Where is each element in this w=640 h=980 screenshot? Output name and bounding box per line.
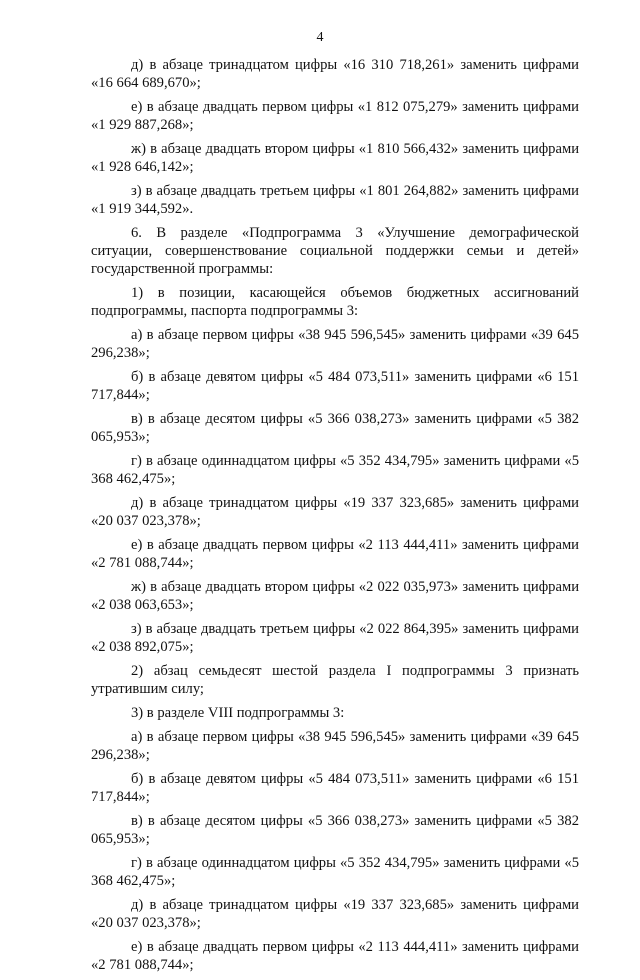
paragraph: г) в абзаце одиннадцатом цифры «5 352 434,795» заменить цифрами «5 368 462,475»;	[91, 453, 579, 487]
paragraph: д) в абзаце тринадцатом цифры «19 337 323,685» заменить цифрами «20 037 023,378»;	[91, 897, 579, 931]
paragraph: д) в абзаце тринадцатом цифры «19 337 323,685» заменить цифрами «20 037 023,378»;	[91, 495, 579, 529]
paragraph: з) в абзаце двадцать третьем цифры «2 022 864,395» заменить цифрами «2 038 892,075»;	[91, 621, 579, 655]
paragraph: 3) в разделе VIII подпрограммы 3:	[131, 705, 345, 721]
paragraph: ж) в абзаце двадцать втором цифры «2 022 035,973» заменить цифрами «2 038 063,653»;	[91, 579, 579, 613]
paragraph: б) в абзаце девятом цифры «5 484 073,511» заменить цифрами «6 151 717,844»;	[91, 771, 579, 805]
paragraph: в) в абзаце десятом цифры «5 366 038,273» заменить цифрами «5 382 065,953»;	[91, 411, 579, 445]
paragraph: г) в абзаце одиннадцатом цифры «5 352 434,795» заменить цифрами «5 368 462,475»;	[91, 855, 579, 889]
paragraph: а) в абзаце первом цифры «38 945 596,545» заменить цифрами «39 645 296,238»;	[91, 729, 579, 763]
paragraph: а) в абзаце первом цифры «38 945 596,545» заменить цифрами «39 645 296,238»;	[91, 327, 579, 361]
paragraph: 1) в позиции, касающейся объемов бюджетных ассигнований подпрограммы, паспорта подпрограммы 3:	[91, 285, 579, 319]
paragraph: б) в абзаце девятом цифры «5 484 073,511» заменить цифрами «6 151 717,844»;	[91, 369, 579, 403]
paragraph: 6. В разделе «Подпрограмма 3 «Улучшение демографической ситуации, совершенствование социальной поддержки семьи и детей» государственной программы:	[91, 225, 579, 277]
paragraph: е) в абзаце двадцать первом цифры «2 113 444,411» заменить цифрами «2 781 088,744»;	[91, 537, 579, 571]
paragraph: д) в абзаце тринадцатом цифры «16 310 718,261» заменить цифрами «16 664 689,670»;	[91, 57, 579, 91]
paragraph: в) в абзаце десятом цифры «5 366 038,273» заменить цифрами «5 382 065,953»;	[91, 813, 579, 847]
paragraph: е) в абзаце двадцать первом цифры «2 113 444,411» заменить цифрами «2 781 088,744»;	[91, 939, 579, 973]
paragraph: з) в абзаце двадцать третьем цифры «1 801 264,882» заменить цифрами «1 919 344,592».	[91, 183, 579, 217]
paragraph: ж) в абзаце двадцать втором цифры «1 810 566,432» заменить цифрами «1 928 646,142»;	[91, 141, 579, 175]
paragraph: 2) абзац семьдесят шестой раздела I подпрограммы 3 признать утратившим силу;	[91, 663, 579, 697]
paragraph: е) в абзаце двадцать первом цифры «1 812 075,279» заменить цифрами «1 929 887,268»;	[91, 99, 579, 133]
document-body	[91, 56, 579, 980]
page-number: 4	[316, 30, 324, 45]
